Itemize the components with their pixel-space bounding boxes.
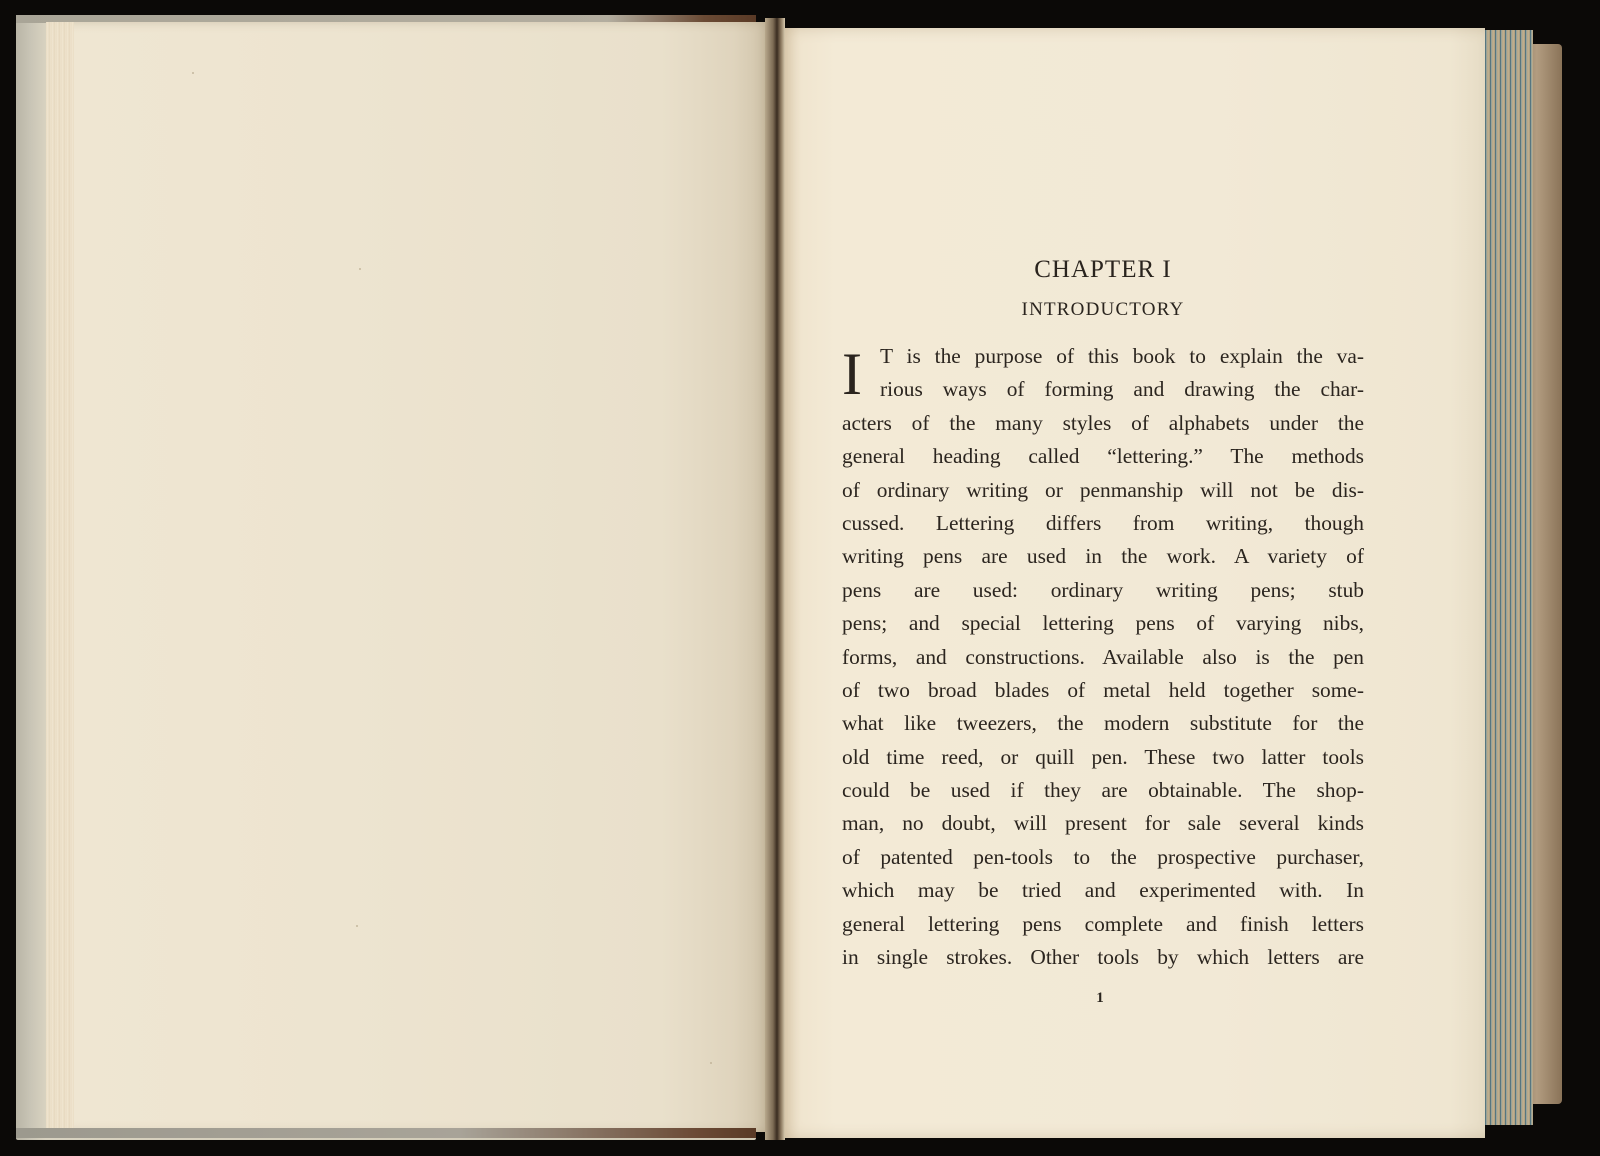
section-heading: INTRODUCTORY <box>1021 299 1185 320</box>
text-line: general lettering pens complete and finish letters <box>842 911 1364 936</box>
text-line: cussed. Lettering differs from writing, though <box>842 510 1364 535</box>
text-line: acters of the many styles of alphabets under the <box>842 410 1364 435</box>
text-line: could be used if they are obtainable. The shop- <box>842 778 1364 803</box>
text-line: in single strokes. Other tools by which letters are <box>842 945 1364 970</box>
book-gutter <box>765 18 785 1140</box>
text-line: rious ways of forming and drawing the char- <box>880 377 1364 402</box>
paper-speck <box>359 268 361 270</box>
text-line: of patented pen-tools to the prospective purchaser, <box>842 844 1364 869</box>
text-line: old time reed, or quill pen. These two latter tools <box>842 744 1364 769</box>
text-line: forms, and constructions. Available also is the pen <box>842 644 1364 669</box>
drop-cap: I <box>842 341 862 407</box>
text-line: which may be tried and experimented with. In <box>842 878 1364 903</box>
paper-speck <box>356 925 358 927</box>
text-line: pens; and special lettering pens of varying nibs, <box>842 611 1364 636</box>
text-line: man, no doubt, will present for sale several kinds <box>842 811 1364 836</box>
text-line: what like tweezers, the modern substitute for the <box>842 711 1364 736</box>
text-line: writing pens are used in the work. A variety of <box>842 544 1364 569</box>
paper-speck <box>710 1062 712 1064</box>
page-number: 1 <box>1096 990 1104 1006</box>
page-block-edges <box>1485 30 1533 1125</box>
left-blank-page <box>46 22 770 1132</box>
text-line: T is the purpose of this book to explain the va- <box>880 344 1364 368</box>
text-line: pens are used: ordinary writing pens; stub <box>842 577 1364 602</box>
text-block <box>842 250 1364 974</box>
text-line: of two broad blades of metal held together some- <box>842 677 1364 702</box>
paper-speck <box>192 72 194 74</box>
left-board-bottom-edge <box>16 1128 756 1138</box>
chapter-heading: CHAPTER I <box>1034 256 1172 283</box>
left-page-edges <box>46 22 74 1132</box>
body-text <box>842 340 1364 974</box>
text-line: of ordinary writing or penmanship will not be dis- <box>842 477 1364 502</box>
text-line: general heading called “lettering.” The methods <box>842 444 1364 469</box>
